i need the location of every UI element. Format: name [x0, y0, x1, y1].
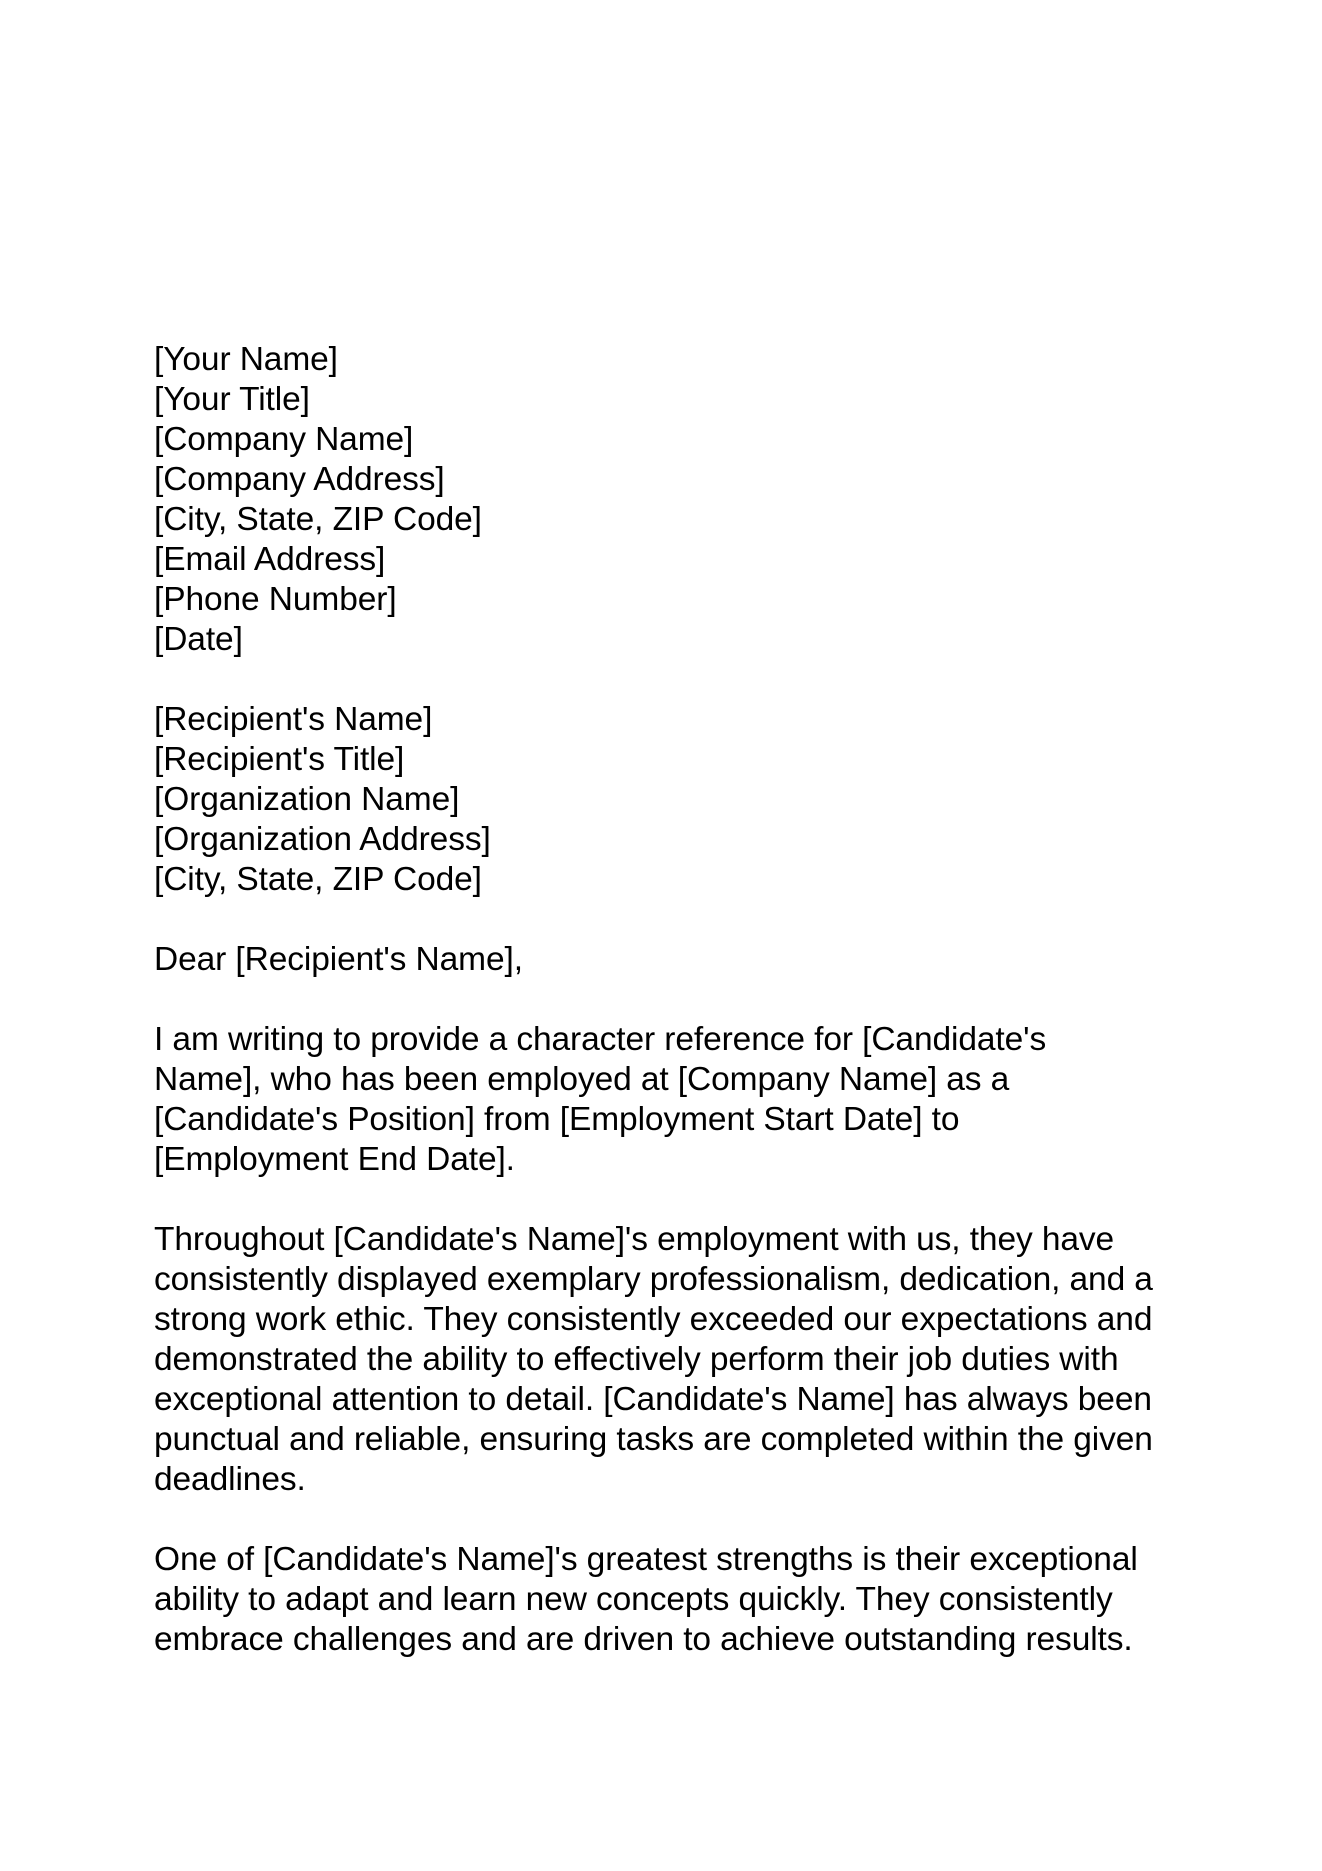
paragraph-line: strong work ethic. They consistently exceeded our expectations and: [154, 1301, 1153, 1338]
sender-company-name: [Company Name]: [154, 421, 414, 458]
recipient-name: [Recipient's Name]: [154, 701, 433, 738]
sender-address-block: [154, 340, 1214, 660]
paragraph-line: consistently displayed exemplary professionalism, dedication, and a: [154, 1261, 1153, 1298]
paragraph-line: I am writing to provide a character reference for [Candidate's: [154, 1021, 1047, 1058]
paragraph-line: deadlines.: [154, 1461, 306, 1498]
sender-name: [Your Name]: [154, 341, 338, 378]
sender-city-state-zip: [City, State, ZIP Code]: [154, 501, 482, 538]
paragraph-line: exceptional attention to detail. [Candidate's Name] has always been: [154, 1381, 1152, 1418]
paragraph-line: demonstrated the ability to effectively perform their job duties with: [154, 1341, 1119, 1378]
paragraph-line: [Candidate's Position] from [Employment Start Date] to: [154, 1101, 960, 1138]
paragraph-strengths: [154, 1540, 1214, 1660]
sender-title: [Your Title]: [154, 381, 310, 418]
letter-body: [154, 340, 1214, 1700]
paragraph-line: [Employment End Date].: [154, 1141, 515, 1178]
recipient-title: [Recipient's Title]: [154, 741, 405, 778]
salutation-block: [154, 940, 1214, 980]
paragraph-line: Throughout [Candidate's Name]'s employment with us, they have: [154, 1221, 1115, 1258]
paragraph-employment-performance: [154, 1220, 1214, 1500]
sender-company-address: [Company Address]: [154, 461, 445, 498]
paragraph-line: punctual and reliable, ensuring tasks are completed within the given: [154, 1421, 1153, 1458]
sender-phone: [Phone Number]: [154, 581, 397, 618]
paragraph-line: One of [Candidate's Name]'s greatest strengths is their exceptional: [154, 1541, 1138, 1578]
sender-email: [Email Address]: [154, 541, 386, 578]
recipient-organization-name: [Organization Name]: [154, 781, 460, 818]
letter-date: [Date]: [154, 621, 243, 658]
paragraph-line: ability to adapt and learn new concepts quickly. They consistently: [154, 1581, 1113, 1618]
paragraph-line: embrace challenges and are driven to achieve outstanding results.: [154, 1621, 1133, 1658]
recipient-address-block: [154, 700, 1214, 900]
recipient-organization-address: [Organization Address]: [154, 821, 491, 858]
paragraph-line: Name], who has been employed at [Company Name] as a: [154, 1061, 1010, 1098]
recipient-city-state-zip: [City, State, ZIP Code]: [154, 861, 482, 898]
paragraph-introduction: [154, 1020, 1214, 1180]
salutation: Dear [Recipient's Name],: [154, 941, 523, 978]
